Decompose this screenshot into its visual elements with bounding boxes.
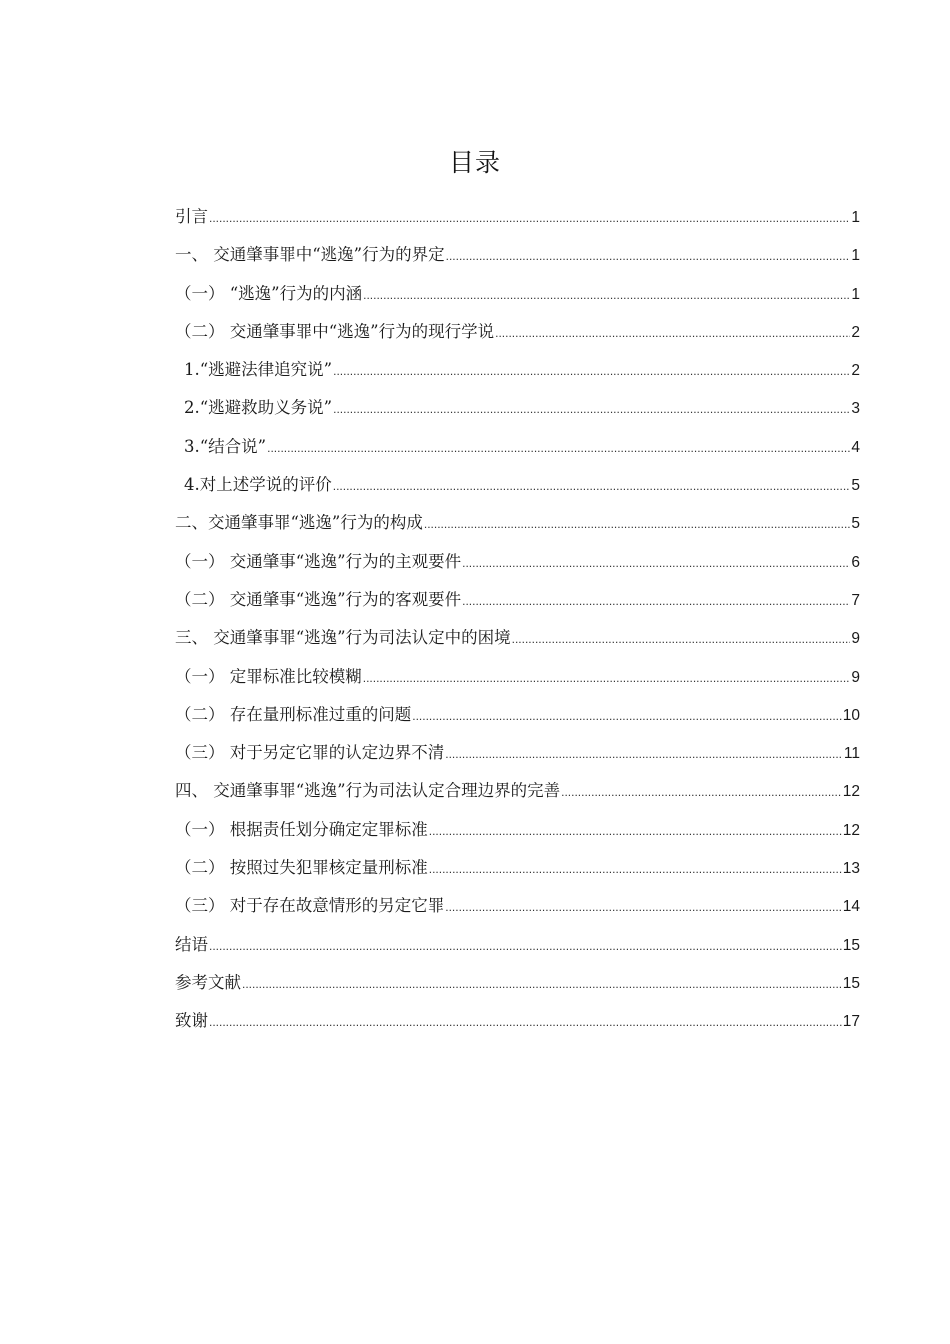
toc-dot-leader xyxy=(429,814,842,848)
toc-entry-page-number: 1 xyxy=(851,209,860,226)
toc-entry[interactable] xyxy=(175,736,860,774)
toc-entry-page-number: 12 xyxy=(842,821,860,839)
toc-entry-label: 3.“结合说” xyxy=(184,436,267,456)
toc-entry-label: （一） “逃逸”行为的内涵 xyxy=(175,283,363,303)
toc-entry-page-number: 12 xyxy=(842,783,860,801)
toc-entry-page-number: 17 xyxy=(842,1013,860,1031)
toc-entry-page-number: 9 xyxy=(851,630,860,648)
toc-entry-label: 4.对上述学说的评价 xyxy=(184,475,332,495)
toc-entry-page-number: 10 xyxy=(842,706,860,724)
toc-entry-label: 致谢 xyxy=(175,1011,208,1031)
toc-dot-leader xyxy=(462,546,850,580)
toc-entry-page-number: 2 xyxy=(851,362,860,380)
toc-dot-leader xyxy=(512,622,851,656)
toc-entry[interactable] xyxy=(175,698,860,736)
toc-entry-label: 四、 交通肇事罪“逃逸”行为司法认定合理边界的完善 xyxy=(175,781,561,801)
toc-entry-label: 2.“逃避救助义务说” xyxy=(184,398,333,418)
toc-dot-leader xyxy=(333,469,851,503)
toc-entry-page-number: 1 xyxy=(851,247,860,265)
toc-entry-label: （一） 交通肇事“逃逸”行为的主观要件 xyxy=(175,551,462,571)
toc-entry[interactable] xyxy=(175,1004,860,1042)
toc-entry-label: （二） 存在量刑标准过重的问题 xyxy=(175,704,412,724)
toc-entry-label: （二） 交通肇事“逃逸”行为的客观要件 xyxy=(175,589,462,609)
toc-dot-leader xyxy=(462,584,850,618)
toc-entry-page-number: 14 xyxy=(842,898,860,916)
toc-entry-label: 参考文献 xyxy=(175,972,241,992)
toc-entry-page-number: 2 xyxy=(851,323,860,341)
toc-dot-leader xyxy=(446,239,851,273)
toc-dot-leader xyxy=(445,890,842,924)
toc-dot-leader xyxy=(561,775,842,809)
toc-entry-label: （三） 对于另定它罪的认定边界不清 xyxy=(175,743,445,763)
toc-entry-page-number: 5 xyxy=(851,477,860,495)
toc-entry[interactable] xyxy=(175,315,860,353)
toc-dot-leader xyxy=(209,201,850,235)
toc-entry-page-number: 4 xyxy=(851,438,860,456)
toc-entry-page-number: 11 xyxy=(843,745,860,763)
toc-dot-leader xyxy=(363,278,850,312)
toc-dot-leader xyxy=(333,354,850,388)
toc-dot-leader xyxy=(495,316,850,350)
toc-entry-label: （一） 定罪标准比较模糊 xyxy=(175,666,362,686)
toc-entry-page-number: 1 xyxy=(851,285,860,303)
toc-entry-label: 三、 交通肇事罪“逃逸”行为司法认定中的困境 xyxy=(175,628,511,648)
toc-entry[interactable] xyxy=(175,238,860,276)
toc-entry[interactable] xyxy=(175,966,860,1004)
toc-entry-page-number: 13 xyxy=(842,860,860,878)
toc-entry-label: （二） 按照过失犯罪核定量刑标准 xyxy=(175,858,428,878)
toc-dot-leader xyxy=(333,392,850,426)
toc-entry-label: 1.“逃避法律追究说” xyxy=(184,360,333,380)
table-of-contents xyxy=(175,200,860,1043)
toc-entry-page-number: 6 xyxy=(851,553,860,571)
toc-dot-leader xyxy=(209,1005,842,1039)
toc-entry-label: 引言 xyxy=(175,207,208,226)
toc-entry-page-number: 15 xyxy=(842,974,860,992)
toc-entry[interactable] xyxy=(175,851,860,889)
toc-entry[interactable] xyxy=(175,353,860,391)
toc-dot-leader xyxy=(412,699,842,733)
toc-entry[interactable] xyxy=(175,889,860,927)
toc-dot-leader xyxy=(445,737,843,771)
page-title: 目录 xyxy=(448,148,501,177)
toc-entry-page-number: 3 xyxy=(851,400,860,418)
toc-entry-label: 一、 交通肇事罪中“逃逸”行为的界定 xyxy=(175,245,445,265)
toc-dot-leader xyxy=(209,929,842,963)
toc-dot-leader xyxy=(429,852,842,886)
toc-entry[interactable] xyxy=(175,545,860,583)
toc-entry-label: （二） 交通肇事罪中“逃逸”行为的现行学说 xyxy=(175,321,495,341)
toc-dot-leader xyxy=(424,507,851,541)
toc-entry[interactable] xyxy=(175,468,860,506)
toc-entry[interactable] xyxy=(175,200,860,238)
toc-entry[interactable] xyxy=(175,660,860,698)
toc-entry[interactable] xyxy=(175,928,860,966)
toc-dot-leader xyxy=(267,431,850,465)
toc-entry-label: 二、交通肇事罪“逃逸”行为的构成 xyxy=(175,513,423,533)
toc-entry[interactable] xyxy=(175,277,860,315)
toc-entry-page-number: 5 xyxy=(851,515,860,533)
toc-entry-page-number: 9 xyxy=(851,668,860,686)
toc-entry-label: （一） 根据责任划分确定定罪标准 xyxy=(175,819,428,839)
toc-entry[interactable] xyxy=(175,583,860,621)
toc-entry[interactable] xyxy=(175,391,860,429)
toc-dot-leader xyxy=(363,661,851,695)
toc-entry-page-number: 7 xyxy=(851,591,860,609)
toc-entry[interactable] xyxy=(175,506,860,544)
toc-entry-page-number: 15 xyxy=(842,936,860,954)
toc-dot-leader xyxy=(242,967,842,1001)
toc-entry[interactable] xyxy=(175,430,860,468)
toc-entry-label: 结语 xyxy=(175,934,208,954)
toc-entry[interactable] xyxy=(175,621,860,659)
toc-entry[interactable] xyxy=(175,813,860,851)
toc-entry-label: （三） 对于存在故意情形的另定它罪 xyxy=(175,896,445,916)
toc-entry[interactable] xyxy=(175,774,860,812)
